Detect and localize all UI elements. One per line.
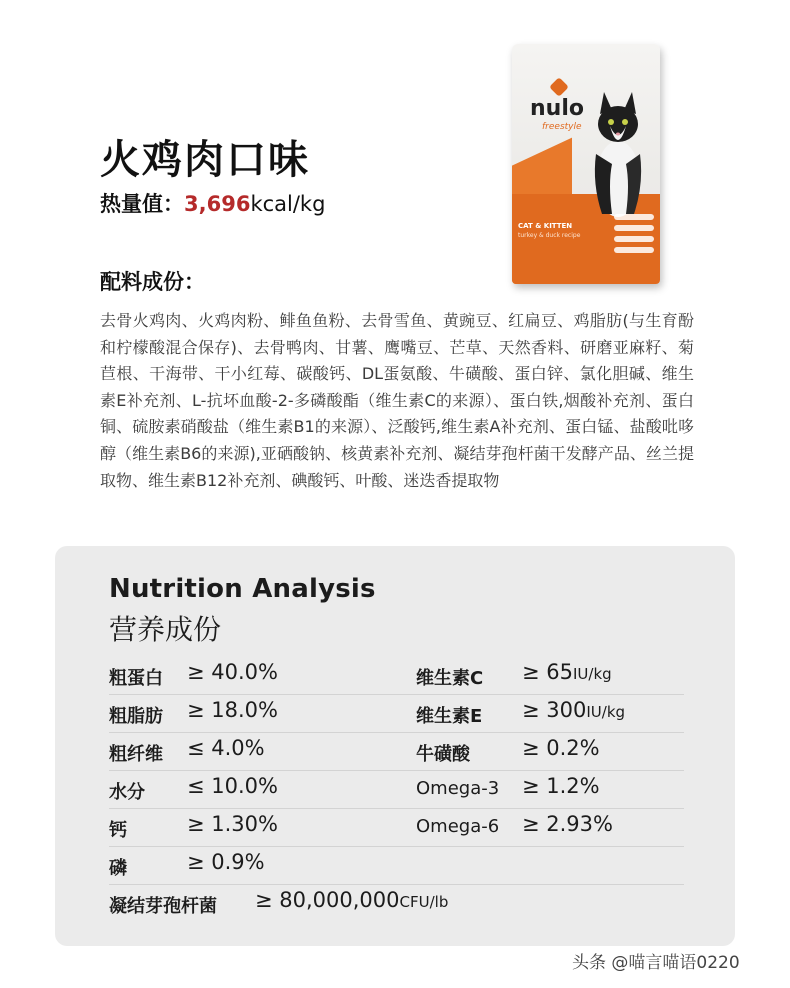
nutrition-title-en: Nutrition Analysis	[109, 574, 376, 604]
row-label-left: 粗纤维	[109, 744, 163, 765]
row-label-right: 维生素E	[416, 706, 483, 727]
ingredients-text: 去骨火鸡肉、火鸡肉粉、鲱鱼鱼粉、去骨雪鱼、黄豌豆、红扁豆、鸡脂肪(与生育酚和柠檬酸混合保存)、去骨鸭肉、甘薯、鹰嘴豆、芒草、天然香料、研磨亚麻籽、菊苣根、干海带、干小红莓、碳酸钙、DL蛋氨酸、牛磺酸、蛋白锌、氯化胆碱、维生素E补充剂、L-抗坏血酸-2-多磷酸酯（维生素C的来源）、蛋白铁,烟酸补充剂、蛋白铜、硫胺素硝酸盐（维生素B1的来源）、泛酸钙,维生素A补充剂、蛋白锰、盐酸吡哆醇（维生素B6的来源),亚硒酸钠、核黄素补充剂、凝结芽孢杆菌干发酵产品、丝兰提取物、维生素B12补充剂、碘酸钙、叶酸、迷迭香提取物	[100, 311, 694, 490]
heart-logo-icon	[549, 77, 569, 97]
calorie-unit: kcal/kg	[250, 192, 326, 216]
row-value-left: ≥ 40.0%	[187, 660, 278, 684]
row-value-left: ≥ 1.30%	[187, 812, 278, 836]
calorie-line	[100, 188, 325, 218]
row-value-left: ≥ 0.9%	[187, 850, 265, 874]
page-title: 火鸡肉口味	[100, 137, 310, 183]
row-label-right: 牛磺酸	[416, 744, 470, 765]
nutrition-row	[109, 770, 684, 809]
nutrition-row	[109, 846, 684, 885]
row-label-left: 钙	[109, 820, 127, 841]
probiotic-value: ≥ 80,000,000CFU/lb	[255, 888, 449, 912]
probiotic-label: 凝结芽孢杆菌	[109, 896, 217, 917]
cat-icon	[582, 84, 652, 224]
row-label-right: Omega-6	[416, 816, 500, 837]
row-value-right: ≥ 300IU/kg	[522, 698, 626, 722]
bag-brand: nulo	[530, 96, 584, 121]
row-label-left: 粗脂肪	[109, 706, 163, 727]
nutrition-panel	[55, 546, 735, 946]
row-value-right: ≥ 65IU/kg	[522, 660, 612, 684]
row-value-left: ≤ 4.0%	[187, 736, 265, 760]
bag-sub-brand: freestyle	[542, 122, 582, 132]
calorie-label: 热量值：	[100, 192, 184, 216]
row-value-right: ≥ 2.93%	[522, 812, 613, 836]
row-value-right: ≥ 1.2%	[522, 774, 600, 798]
nutrition-row	[109, 656, 684, 695]
row-label-right: 维生素C	[416, 668, 484, 689]
row-label-right: Omega-3	[416, 778, 500, 799]
nutrition-row	[109, 808, 684, 847]
watermark: 头条 @喵言喵语0220	[572, 953, 740, 973]
bag-feature-icons	[614, 214, 654, 258]
bag-label-title: CAT & KITTEN	[518, 222, 573, 230]
nutrition-row	[109, 732, 684, 771]
product-bag-image	[512, 44, 660, 284]
nutrition-row	[109, 694, 684, 733]
row-value-left: ≥ 18.0%	[187, 698, 278, 722]
calorie-value: 3,696	[184, 192, 251, 216]
bag-label-subtitle: turkey & duck recipe	[518, 232, 581, 239]
nutrition-title-cn: 营养成份	[109, 613, 222, 646]
row-value-left: ≤ 10.0%	[187, 774, 278, 798]
row-label-left: 粗蛋白	[109, 668, 163, 689]
row-label-left: 水分	[109, 782, 145, 803]
row-value-right: ≥ 0.2%	[522, 736, 600, 760]
nutrition-row-probiotic	[109, 884, 684, 922]
row-label-left: 磷	[109, 858, 127, 879]
ingredients-title: 配料成份：	[100, 270, 205, 294]
